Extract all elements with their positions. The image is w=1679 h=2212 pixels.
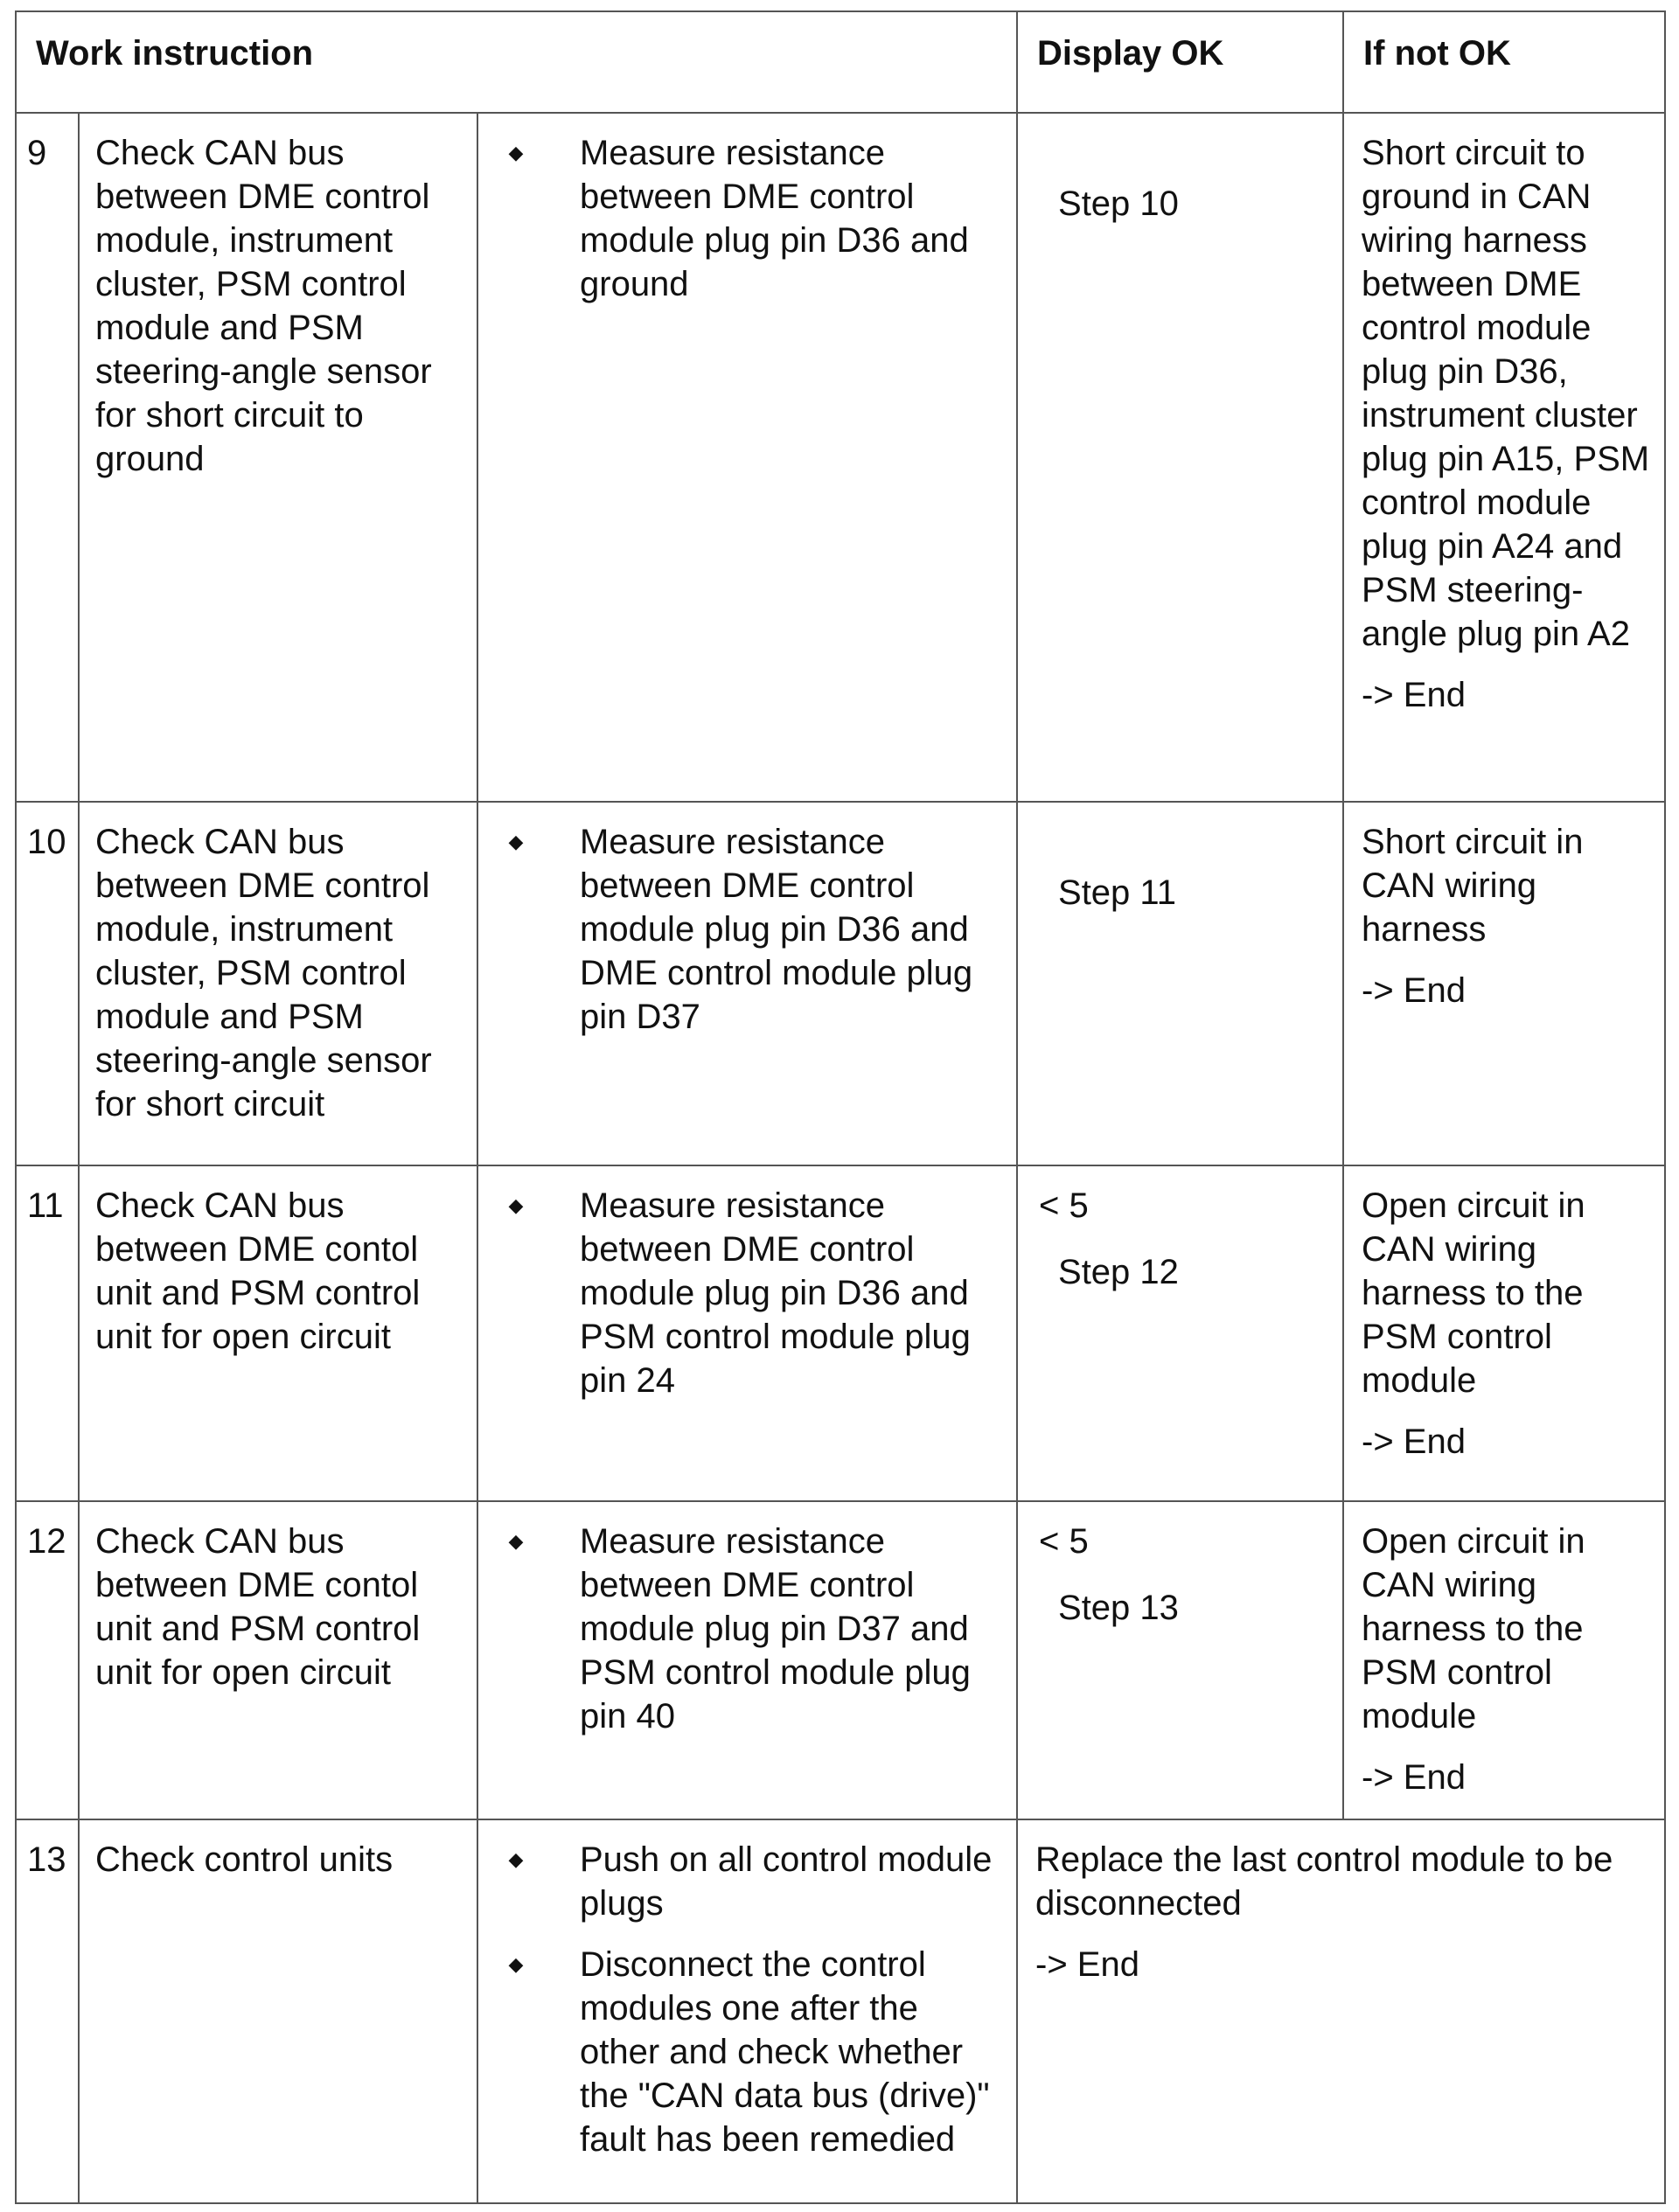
table-row-step-10 [16, 802, 1665, 1165]
bullet-diamond-icon: ◆ [508, 831, 524, 852]
step-number: 10 [16, 802, 79, 1165]
merged-result-cell [1017, 1819, 1665, 2203]
action-text: Disconnect the control modules one after the other and check whether the "CAN data bus (drive)" fault has been remedied [580, 1945, 990, 2159]
action-text: Push on all control module plugs [580, 1840, 993, 1923]
if-not-ok-cell [1343, 1165, 1665, 1501]
merged-result-text: Replace the last control module to be disconnected [1035, 1840, 1613, 1923]
next-step-label: Step 13 [1058, 1589, 1179, 1627]
not-ok-text: Open circuit in CAN wiring harness to the PSM control module [1362, 1522, 1585, 1736]
end-label: -> End [1362, 971, 1466, 1010]
action-item [496, 131, 1000, 306]
next-step-label: Step 10 [1058, 184, 1179, 223]
step-title: Check CAN bus between DME control module, instrument cluster, PSM control module and PSM steering-angle sensor for short circuit to ground [79, 113, 477, 802]
action-item [496, 820, 1000, 1039]
step-number: 9 [16, 113, 79, 802]
step-number: 11 [16, 1165, 79, 1501]
table-row-step-13 [16, 1819, 1665, 2203]
end-label: -> End [1362, 1758, 1466, 1797]
step-title: Check CAN bus between DME contol unit and PSM control unit for open circuit [79, 1501, 477, 1819]
display-ok-cell [1017, 802, 1343, 1165]
action-text: Measure resistance between DME control module plug pin D36 and PSM control module plug pin 24 [580, 1186, 971, 1400]
bullet-diamond-icon: ◆ [508, 142, 524, 163]
if-not-ok-cell [1343, 1501, 1665, 1819]
work-instruction-table [15, 10, 1666, 2204]
resistance-value: < 5 [1039, 1522, 1089, 1561]
step-actions [477, 802, 1017, 1165]
action-item [496, 1838, 1000, 1925]
step-actions [477, 1501, 1017, 1819]
action-item [496, 1520, 1000, 1738]
action-text: Measure resistance between DME control module plug pin D37 and PSM control module plug pin 40 [580, 1522, 971, 1736]
next-step-label: Step 12 [1058, 1253, 1179, 1291]
next-step-label: Step 11 [1058, 873, 1176, 912]
step-title: Check CAN bus between DME contol unit and PSM control unit for open circuit [79, 1165, 477, 1501]
display-ok-cell [1017, 113, 1343, 802]
table-header-row [16, 11, 1665, 113]
table-row-step-11 [16, 1165, 1665, 1501]
bullet-diamond-icon: ◆ [508, 1953, 524, 1975]
not-ok-text: Short circuit in CAN wiring harness [1362, 823, 1584, 949]
not-ok-text: Short circuit to ground in CAN wiring harness between DME control module plug pin D36, instrument cluster plug pin A15, PSM control module plug pin A24 and PSM steering-angle plug pin A2 [1362, 134, 1650, 653]
header-work-instruction: Work instruction [16, 11, 1017, 113]
bullet-diamond-icon: ◆ [508, 1530, 524, 1552]
bullet-diamond-icon: ◆ [508, 1194, 524, 1216]
if-not-ok-cell [1343, 802, 1665, 1165]
end-label: -> End [1362, 676, 1466, 714]
header-if-not-ok: If not OK [1343, 11, 1665, 113]
end-label: -> End [1035, 1945, 1139, 1984]
if-not-ok-cell [1343, 113, 1665, 802]
step-title: Check CAN bus between DME control module, instrument cluster, PSM control module and PSM steering-angle sensor for short circuit [79, 802, 477, 1165]
header-display-ok: Display OK [1017, 11, 1343, 113]
resistance-value: < 5 [1039, 1186, 1089, 1225]
display-ok-cell [1017, 1165, 1343, 1501]
action-text: Measure resistance between DME control module plug pin D36 and DME control module plug pin D37 [580, 823, 973, 1036]
action-item [496, 1184, 1000, 1402]
table-row-step-12 [16, 1501, 1665, 1819]
table-row-step-9 [16, 113, 1665, 802]
step-actions [477, 1819, 1017, 2203]
step-number: 13 [16, 1819, 79, 2203]
step-title: Check control units [79, 1819, 477, 2203]
display-ok-cell [1017, 1501, 1343, 1819]
not-ok-text: Open circuit in CAN wiring harness to the PSM control module [1362, 1186, 1585, 1400]
step-actions [477, 113, 1017, 802]
end-label: -> End [1362, 1422, 1466, 1461]
bullet-diamond-icon: ◆ [508, 1848, 524, 1870]
step-number: 12 [16, 1501, 79, 1819]
step-actions [477, 1165, 1017, 1501]
action-text: Measure resistance between DME control module plug pin D36 and ground [580, 134, 969, 303]
action-item [496, 1943, 1000, 2161]
